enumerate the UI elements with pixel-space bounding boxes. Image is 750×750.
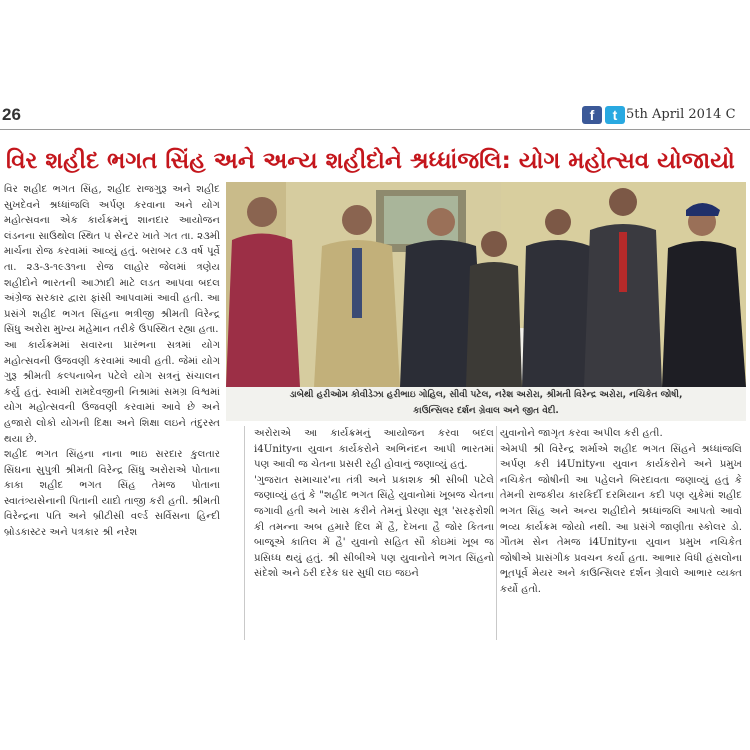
issue-date: 5th April 2014 C bbox=[626, 107, 736, 122]
group-photo bbox=[226, 182, 746, 387]
photo-caption bbox=[226, 387, 746, 421]
caption-line-2: કાઉન્સિલર દર્શન ગ્રેવાલ અને જીત વેદી. bbox=[413, 406, 559, 416]
article-column-2 bbox=[254, 426, 494, 646]
paragraph: અરોરાએ આ કાર્યક્રમનું આયોજન કરવા બદલ i4Unityના યુવાન કાર્યકરોને અભિનંદન આપી ભારતમાં પણ આવી જ ચેતના પ્રસરી રહી હોવાનું જણાવ્યું હતું. bbox=[254, 428, 494, 471]
paragraph: એમપી શ્રી વિરેન્દ્ર શર્માએ શહીદ ભગત સિંહને શ્રધ્ધાંજલિ અર્પણ કરી i4Unityના યુવાન કાર્યકરોને અને પ્રમુખ નચિકેત જોષીની આ પહેલને બિરદાવતા જણાવ્યું હતું કે તેમની રાજકીય કારકિર્દી દરમિયાન કદી પણ યુકેમાં શહીદ ભગત સિંહ અને અન્ય શહીદોને શ્રધ્ધાંજલિ આપતો આવો ભવ્ય કાર્યક્રમ જોયો નથી. આ પ્રસંગે જાણીતા સ્કોલર ડો. ગૌતમ સેન તેમજ i4Unityના યુવાન પ્રમુખ નચિકેત જોષીએ પ્રાસંગીક પ્રવચન કર્યા હતા. આભાર વિધી હંસલોના ભૂતપૂર્વ મેયર અને કાઉન્સિલર દર્શન ગ્રેવાલે આભાર વ્યક્ત કર્યો હતો. bbox=[500, 443, 742, 595]
article-column-1 bbox=[4, 182, 220, 642]
paragraph: 'ગુજરાત સમાચાર'ના તંત્રી અને પ્રકાશક શ્રી સીબી પટેલે જણાવ્યું હતું કે "શહીદ ભગત સિંહે યુવાનોમાં ખૂબજ ચેતના જગાવી હતી અને ખાસ કરીને તેમનું પ્રેરણા સૂત્ર 'સરફરોશી કી તમન્ના અબ હમારે દિલ મેં હૈ, દેખના હૈ જોર કિતના બાજૂએ કાતિલ મેં હૈ' યુવાનો સહિત સૌ કોઇમાં ખૂબ જ પ્રસિધ્ધ થયું હતું. શ્રી સીબીએ પણ યુવાનોને ભગત સિંહનો સંદેશો અને ઠરી દરેક ઘર સુધી લઇ જઇને bbox=[254, 474, 494, 580]
folio-bar bbox=[0, 103, 750, 130]
paragraph: શહીદ ભગત સિંહના નાના ભાઇ સરદાર કુલતાર સિંઘના સુપુત્રી શ્રીમતી વિરેન્દ્ર સિંધુ અરોરાએ પોતાના કાકા શહીદ ભગત સિંહ તેમજ પોતાના સ્વાતંત્ર્યસેનાની પિતાની યાદો તાજી કરી હતી. શ્રીમતી વિરેન્દ્રના પતિ અને બ્રીટીસી વર્લ્ડ સર્વિસના હિન્દી બ્રોડકાસ્ટર અને પત્રકાર શ્રી નરેશ bbox=[4, 449, 220, 539]
paragraph: યુવાનોને જાગૃત કરવા અપીલ કરી હતી. bbox=[500, 428, 663, 439]
twitter-icon: t bbox=[605, 106, 625, 124]
group-photo-illustration bbox=[226, 182, 746, 387]
social-icons bbox=[582, 106, 625, 124]
paragraph: વિર શહીદ ભગત સિંહ, શહીદ રાજગુરૂ અને શહીદ સુખદેવને શ્રધ્ધાંજલિ અર્પણ કરવાના અને યોગ મહોત્સવના એક કાર્યક્રમનું શાનદાર આયોજન લંડનના સાઉથોલ સ્થિત ૫ સેન્ટર ખાતે ગત તા. ૨૩મી માર્ચના રોજ કરવામાં આવ્યું હતું. બરાબર ૮૩ વર્ષ પૂર્વે તા. ૨૩-૩-૧૯૩૧ના રોજ લાહોર જેલમાં ત્રણેય શહીદોને ભારતની આઝાદી માટે લડત આપવા બદલ અંગ્રેજ સરકાર દ્વારા ફાંસી આપવામાં આવી હતી. આ પ્રસંગે શહીદ ભગત સિંહના ભત્રીજી શ્રીમતી વિરેન્દ્ર સિંધુ અરોરા મુખ્ય મહેમાન તરીકે ઉપસ્થિત રહ્યા હતા. bbox=[4, 184, 220, 336]
facebook-icon: f bbox=[582, 106, 602, 124]
page-number: 26 bbox=[2, 105, 21, 124]
paragraph: આ કાર્યક્રમમાં સવારના પ્રારંભના સત્રમાં યોગ મહોત્સવની ઉજવણી કરવામાં આવી હતી. જેમાં યોગ ગુરૂ શ્રીમતી કલ્પનાબેન પટેલે યોગ સત્રનું સંચાલન કર્યું હતું. સ્વામી રામદેવજીની નિશ્રામાં સમગ્ર વિશ્વમાં યોગ મહોત્સવની ઉજવણી કરવામાં આવે છે અને હજારો લોકો યોગની દિક્ષા અને શિક્ષા લઇને તંદુરસ્ત થયા છે. bbox=[4, 339, 220, 445]
article-column-3 bbox=[500, 426, 742, 646]
caption-line-1: ડાબેથી હરીઓમ કોવીડેઝા હરીભાઇ ગોહિલ, સીવી પટેલ, નરેશ અરોરા, શ્રીમતી વિરેન્દ્ર અરોરા, નચિકેત જોષી, bbox=[289, 390, 683, 400]
headline: વિર શહીદ ભગત સિંહ અને અન્ય શહીદોને શ્રધ્ધાંજલિ: યોગ મહોત્સવ યોજાયો bbox=[6, 148, 735, 174]
